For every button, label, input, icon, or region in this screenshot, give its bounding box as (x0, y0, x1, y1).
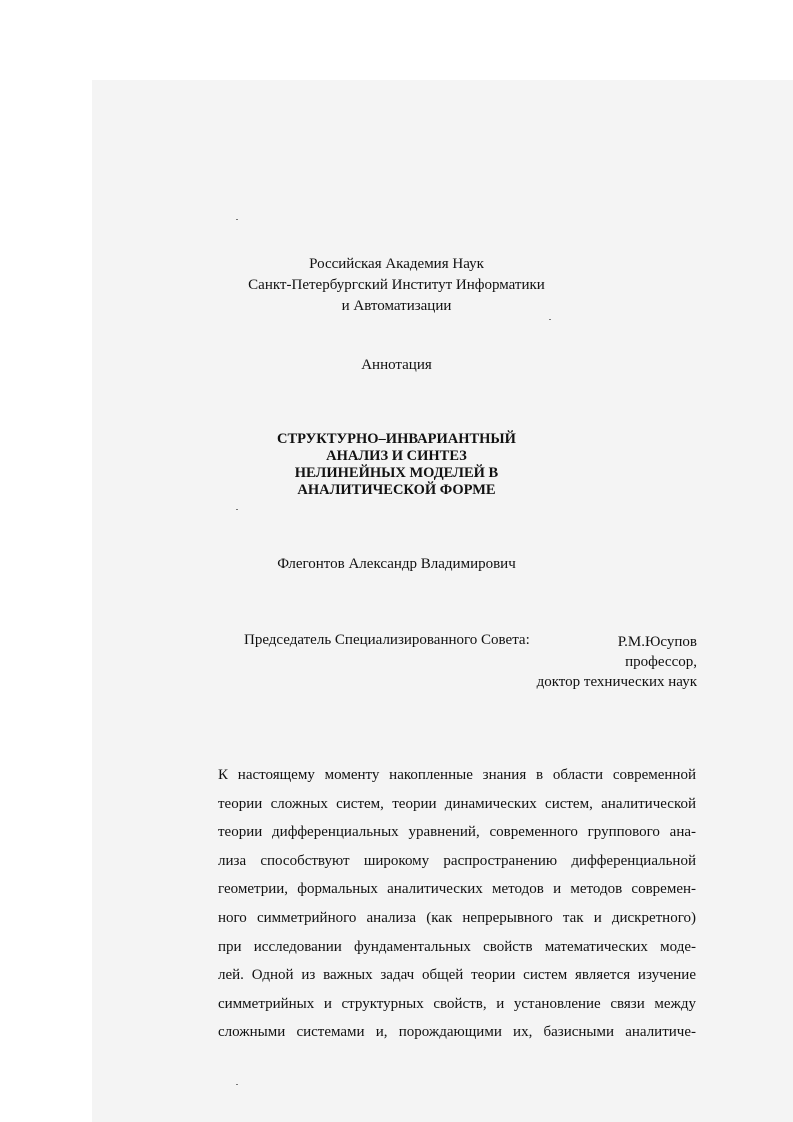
title-line: АНАЛИТИЧЕСКОЙ ФОРМЕ (297, 482, 496, 498)
chair-position: профессор, (625, 654, 697, 670)
chair-degree: доктор технических наук (536, 674, 697, 690)
paragraph-line: при исследовании фундаментальных свойств математических моде- (218, 938, 696, 955)
scan-speck (236, 509, 238, 510)
paragraph-line: теории сложных систем, теории динамических систем, аналитической (218, 795, 696, 812)
author-name: Флегонтов Александр Владимирович (277, 556, 516, 572)
scan-speck (236, 1084, 238, 1085)
paragraph-line: К настоящему моменту накопленные знания в области современной (218, 767, 696, 783)
scan-speck (549, 319, 551, 320)
body-paragraph (218, 761, 696, 1047)
chair-label: Председатель Специализированного Совета: (244, 632, 530, 648)
scan-speck (236, 219, 238, 220)
paragraph-line: сложными системами и, порождающими их, базисными аналитиче- (218, 1024, 696, 1041)
org-name-academy: Российская Академия Наук (309, 256, 484, 272)
chair-details (537, 632, 697, 692)
annotation-heading: Аннотация (361, 357, 432, 373)
title-line: НЕЛИНЕЙНЫХ МОДЕЛЕЙ В (294, 465, 499, 481)
organization-header (0, 254, 793, 317)
chair-name: Р.М.Юсупов (617, 634, 697, 650)
document-title (0, 431, 793, 499)
org-name-automation: и Автоматизации (341, 298, 452, 314)
paragraph-line: теории дифференциальных уравнений, современного группового ана- (218, 824, 696, 841)
org-name-institute: Санкт-Петербургский Институт Информатики (248, 277, 545, 293)
title-line: АНАЛИЗ И СИНТЕЗ (326, 448, 467, 464)
paragraph-line: лей. Одной из важных задач общей теории систем является изучение (218, 967, 696, 984)
title-line: СТРУКТУРНО–ИНВАРИАНТНЫЙ (277, 431, 516, 447)
paragraph-line: симметрийных и структурных свойств, и установление связи между (218, 995, 696, 1012)
paragraph-line: геометрии, формальных аналитических методов и методов современ- (218, 881, 696, 898)
paragraph-line: ного симметрийного анализа (как непрерывного так и дискретного) (218, 909, 696, 926)
paragraph-line: лиза способствуют широкому распространению дифференциальной (218, 852, 696, 869)
